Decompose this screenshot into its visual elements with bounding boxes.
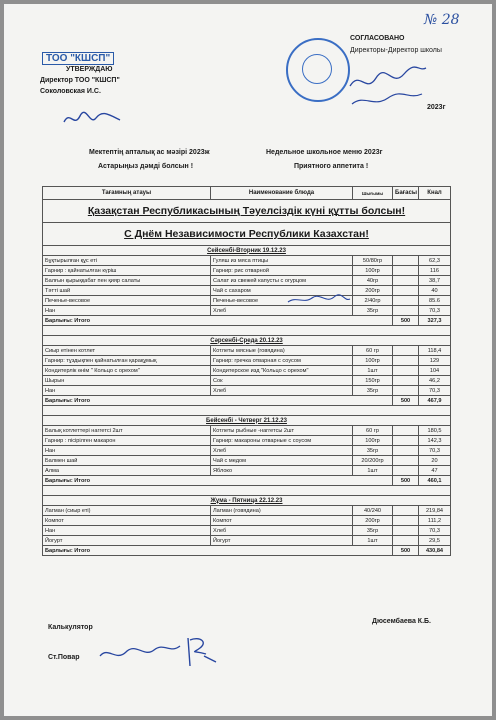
dish-kcal: 116 xyxy=(419,266,451,276)
dish-price xyxy=(393,516,419,526)
agree-year: 2023г xyxy=(427,104,446,111)
wish-ru: Приятного аппетита ! xyxy=(294,163,369,170)
dish-name-ru: Хлеб xyxy=(211,446,353,456)
menu-row xyxy=(43,256,451,266)
signature-graphic xyxy=(96,632,226,672)
dish-name-kz: Лагман (сиыр еті) xyxy=(43,506,211,516)
total-label: Барлығы: Итого xyxy=(43,316,393,326)
menu-row xyxy=(43,366,451,376)
dish-kcal: 70,3 xyxy=(419,306,451,316)
agree-signature xyxy=(348,64,428,115)
dish-kcal: 62,3 xyxy=(419,256,451,266)
menu-row xyxy=(43,516,451,526)
dish-kcal: 142,3 xyxy=(419,436,451,446)
spacer-cell xyxy=(43,486,451,496)
agree-title: СОГЛАСОВАНО xyxy=(350,35,405,42)
total-kcal: 430,84 xyxy=(419,546,451,556)
day-header-row xyxy=(43,336,451,346)
title-ru: Недельное школьное меню 2023г xyxy=(266,149,383,156)
dish-name-ru: Гуляш из мяса птицы xyxy=(211,256,353,266)
total-row xyxy=(43,316,451,326)
dish-name-kz: Алма xyxy=(43,466,211,476)
wish-kz: Астарыңыз дәмді болсын ! xyxy=(98,163,194,170)
dish-price xyxy=(393,526,419,536)
dish-yield: 1шт xyxy=(353,366,393,376)
dish-price xyxy=(393,306,419,316)
banner-kz: Қазақстан Республикасының Тәуелсіздік күні құтты болсын! xyxy=(43,200,451,223)
dish-yield: 40гр xyxy=(353,276,393,286)
dish-name-kz: Тәтті шай xyxy=(43,286,211,296)
menu-row xyxy=(43,526,451,536)
column-header: Наименование блюда xyxy=(211,187,353,200)
dish-name-ru: Гарнир: макароны отварные с соусом xyxy=(211,436,353,446)
signature-graphic xyxy=(348,64,428,110)
total-kcal: 327,3 xyxy=(419,316,451,326)
school-seal xyxy=(286,38,350,102)
dish-price xyxy=(393,286,419,296)
menu-row xyxy=(43,506,451,516)
dish-kcal: 47 xyxy=(419,466,451,476)
spacer-cell xyxy=(43,406,451,416)
dish-yield: 35гр xyxy=(353,446,393,456)
dish-price xyxy=(393,346,419,356)
dish-yield: 100гр xyxy=(353,436,393,446)
dish-price xyxy=(393,266,419,276)
dish-kcal: 46,2 xyxy=(419,376,451,386)
total-row xyxy=(43,546,451,556)
dish-price xyxy=(393,536,419,546)
dish-yield: 1шт xyxy=(353,536,393,546)
total-label: Барлығы: Итого xyxy=(43,546,393,556)
day-title: Сәрсенбі-Среда 20.12.23 xyxy=(43,336,451,346)
menu-row xyxy=(43,376,451,386)
menu-row xyxy=(43,286,451,296)
dish-name-ru: Гарнир: гречка отварная с соусом xyxy=(211,356,353,366)
day-header-row xyxy=(43,246,451,256)
spacer-row xyxy=(43,486,451,496)
menu-row xyxy=(43,276,451,286)
dish-price xyxy=(393,356,419,366)
dish-kcal: 219,84 xyxy=(419,506,451,516)
day-title: Бейсенбі - Четверг 21.12.23 xyxy=(43,416,451,426)
dish-yield: 2/40гр xyxy=(353,296,393,306)
banner-ru-row xyxy=(43,223,451,246)
dish-yield: 200гр xyxy=(353,516,393,526)
total-label: Барлығы: Итого xyxy=(43,476,393,486)
dish-name-kz: Бұқтырылған құс еті xyxy=(43,256,211,266)
menu-row xyxy=(43,266,451,276)
dish-name-ru: Салат из свежей капусты с огурцом xyxy=(211,276,353,286)
total-kcal: 467,9 xyxy=(419,396,451,406)
dish-name-ru: Хлеб xyxy=(211,386,353,396)
dish-name-kz: Гарнир: тұздықпен қайнатылған қарақұмық xyxy=(43,356,211,366)
dish-yield: 100гр xyxy=(353,356,393,366)
column-header: Шығымы xyxy=(353,187,393,200)
dish-kcal: 20 xyxy=(419,456,451,466)
dish-kcal: 118,4 xyxy=(419,346,451,356)
correction-scribble xyxy=(286,294,352,306)
title-kz: Мектептің апталық ас мәзірі 2023ж xyxy=(89,149,210,156)
approve-title: УТВЕРЖДАЮ xyxy=(66,66,113,73)
menu-row xyxy=(43,346,451,356)
signature-graphic xyxy=(62,108,122,130)
total-price: 500 xyxy=(393,316,419,326)
menu-row xyxy=(43,356,451,366)
dish-name-kz: Печенье-весовое xyxy=(43,296,211,306)
dish-name-ru: Гарнир: рис отварной xyxy=(211,266,353,276)
day-header-row xyxy=(43,496,451,506)
dish-name-kz: Нан xyxy=(43,386,211,396)
menu-row xyxy=(43,436,451,446)
dish-name-ru: Йогурт xyxy=(211,536,353,546)
page-number: № 28 xyxy=(424,12,460,28)
menu-row xyxy=(43,296,451,306)
dish-price xyxy=(393,466,419,476)
spacer-cell xyxy=(43,326,451,336)
menu-row xyxy=(43,446,451,456)
banner-kz-row xyxy=(43,200,451,223)
dish-name-kz: Нан xyxy=(43,446,211,456)
dish-name-kz: Шырын xyxy=(43,376,211,386)
calculator-name: Дюсембаева К.Б. xyxy=(372,618,432,625)
dish-yield: 35гр xyxy=(353,386,393,396)
dish-yield: 1шт xyxy=(353,466,393,476)
menu-table xyxy=(42,186,451,556)
menu-row xyxy=(43,456,451,466)
dish-yield: 35гр xyxy=(353,306,393,316)
dish-name-ru: Кондитерское изд "Кольцо с орехом" xyxy=(211,366,353,376)
menu-document xyxy=(4,4,492,716)
dish-name-ru: Котлеты рыбные -наггетсы 2шт xyxy=(211,426,353,436)
dish-name-kz: Кондитерлік өнім " Кольцо с орехом" xyxy=(43,366,211,376)
dish-yield: 20/200гр xyxy=(353,456,393,466)
dish-name-kz: Сиыр етінен котлет xyxy=(43,346,211,356)
dish-name-ru: Хлеб xyxy=(211,306,353,316)
cook-signature xyxy=(96,632,226,677)
banner-ru: С Днём Независимости Республики Казахстан! xyxy=(43,223,451,246)
dish-yield: 40/240 xyxy=(353,506,393,516)
dish-name-ru: Сок xyxy=(211,376,353,386)
dish-price xyxy=(393,296,419,306)
dish-name-kz: Гарнир : қайнатылған күріш xyxy=(43,266,211,276)
dish-name-kz: Балғын қырыққабат пен қияр салаты xyxy=(43,276,211,286)
dish-name-kz: Гарнир : пісірілген макарон xyxy=(43,436,211,446)
dish-name-ru: Компот xyxy=(211,516,353,526)
dish-name-ru: Печенье-весовое xyxy=(211,296,353,306)
column-header: Кнал xyxy=(419,187,451,200)
column-header: Тағамның атауы xyxy=(43,187,211,200)
handwritten-correction xyxy=(286,293,352,311)
dish-kcal: 111,2 xyxy=(419,516,451,526)
day-title: Сейсенбі-Вторник 19.12.23 xyxy=(43,246,451,256)
dish-kcal: 38,7 xyxy=(419,276,451,286)
table-header-row xyxy=(43,187,451,200)
dish-name-kz: Балмен шай xyxy=(43,456,211,466)
director-signature xyxy=(62,108,122,134)
dish-name-ru: Котлеты мясные (говядина) xyxy=(211,346,353,356)
approve-role: Директор ТОО "КШСП" xyxy=(40,77,120,84)
dish-name-kz: Компот xyxy=(43,516,211,526)
dish-price xyxy=(393,276,419,286)
dish-name-kz: Нан xyxy=(43,526,211,536)
dish-price xyxy=(393,436,419,446)
dish-name-kz: Балық котлеттері наггетсі 2шт xyxy=(43,426,211,436)
menu-row xyxy=(43,466,451,476)
dish-yield: 60 гр xyxy=(353,346,393,356)
dish-kcal: 129 xyxy=(419,356,451,366)
dish-kcal: 70,3 xyxy=(419,446,451,456)
spacer-row xyxy=(43,406,451,416)
dish-yield: 35гр xyxy=(353,526,393,536)
dish-kcal: 29,5 xyxy=(419,536,451,546)
dish-kcal: 70,3 xyxy=(419,526,451,536)
total-row xyxy=(43,396,451,406)
dish-name-kz: Йогурт xyxy=(43,536,211,546)
dish-name-ru: Яблоко xyxy=(211,466,353,476)
spacer-row xyxy=(43,326,451,336)
dish-kcal: 104 xyxy=(419,366,451,376)
total-label: Барлығы: Итого xyxy=(43,396,393,406)
dish-kcal: 70,3 xyxy=(419,386,451,396)
dish-yield: 100гр xyxy=(353,266,393,276)
menu-row xyxy=(43,426,451,436)
menu-row xyxy=(43,386,451,396)
dish-price xyxy=(393,426,419,436)
total-kcal: 460,1 xyxy=(419,476,451,486)
dish-yield: 150гр xyxy=(353,376,393,386)
cook-label: Ст.Повар xyxy=(48,654,80,661)
dish-name-ru: Чай с сахаром xyxy=(211,286,353,296)
menu-row xyxy=(43,536,451,546)
dish-yield: 50/80гр xyxy=(353,256,393,266)
dish-name-ru: Чай с медом xyxy=(211,456,353,466)
dish-name-ru: Хлеб xyxy=(211,526,353,536)
total-row xyxy=(43,476,451,486)
dish-price xyxy=(393,506,419,516)
dish-kcal: 180,5 xyxy=(419,426,451,436)
column-header: Бағасы xyxy=(393,187,419,200)
dish-kcal: 85.6 xyxy=(419,296,451,306)
company-stamp: ТОО "КШСП" xyxy=(42,52,114,65)
dish-name-ru: Лагман (говядина) xyxy=(211,506,353,516)
dish-price xyxy=(393,376,419,386)
total-price: 500 xyxy=(393,546,419,556)
dish-name-kz: Нан xyxy=(43,306,211,316)
dish-yield: 60 гр xyxy=(353,426,393,436)
dish-kcal: 40 xyxy=(419,286,451,296)
total-price: 500 xyxy=(393,396,419,406)
dish-price xyxy=(393,386,419,396)
dish-price xyxy=(393,456,419,466)
day-header-row xyxy=(43,416,451,426)
calculator-label: Калькулятор xyxy=(48,624,93,631)
dish-price xyxy=(393,446,419,456)
total-price: 500 xyxy=(393,476,419,486)
day-title: Жұма - Пятница 22.12.23 xyxy=(43,496,451,506)
dish-price xyxy=(393,366,419,376)
agree-role: Директоры-Директор школы xyxy=(350,47,442,54)
menu-row xyxy=(43,306,451,316)
dish-yield: 200гр xyxy=(353,286,393,296)
approve-name: Соколовская И.С. xyxy=(40,88,101,95)
dish-price xyxy=(393,256,419,266)
